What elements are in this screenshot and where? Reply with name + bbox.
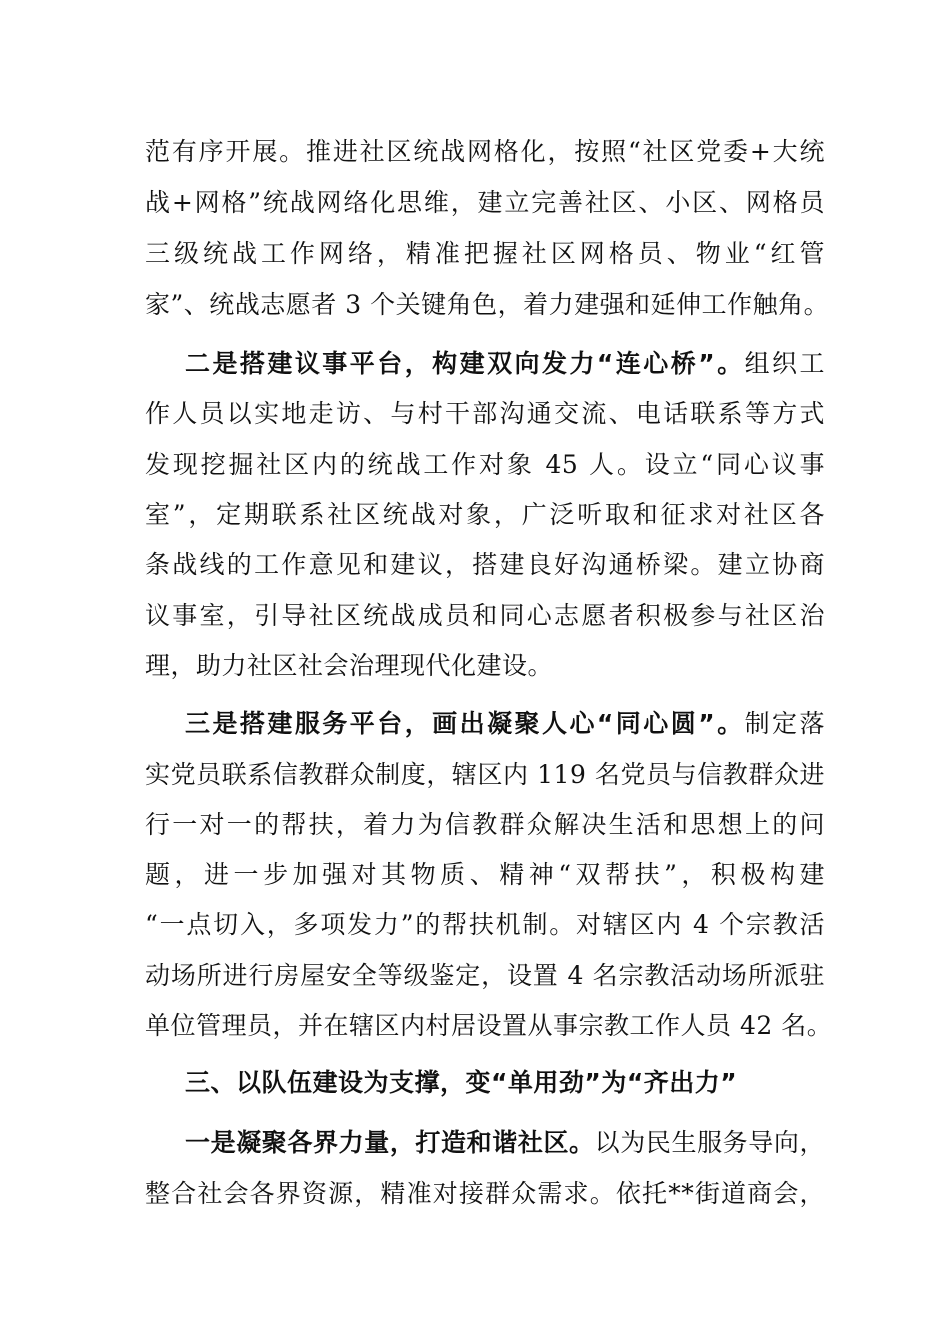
- paragraph-text: 以为民生服务导向，: [594, 1128, 825, 1157]
- paragraph-line: 发现挖掘社区内的统战工作对象 45 人。设立“同心议事: [145, 450, 825, 479]
- paragraph-line: 整合社会各界资源，精准对接群众需求。依托**街道商会，: [145, 1179, 825, 1208]
- paragraph-first-line: [185, 1127, 825, 1159]
- paragraph-text: 组织工: [744, 349, 825, 378]
- paragraph-line: 家”、统战志愿者 3 个关键角色，着力建强和延伸工作触角。: [145, 290, 830, 319]
- paragraph-line: 作人员以实地走访、与村干部沟通交流、电话联系等方式: [145, 399, 825, 428]
- paragraph-first-line: [185, 348, 825, 380]
- paragraph-line: 议事室，引导社区统战成员和同心志愿者积极参与社区治: [145, 601, 825, 630]
- paragraph-line: 动场所进行房屋安全等级鉴定，设置 4 名宗教活动场所派驻: [145, 961, 825, 990]
- paragraph-line: 题，进一步加强对其物质、精神“双帮扶”，积极构建: [145, 860, 825, 889]
- paragraph-lead-heading: 二是搭建议事平台，构建双向发力“连心桥”。: [185, 349, 745, 378]
- paragraph-line: 范有序开展。推进社区统战网格化，按照“社区党委+大统: [145, 137, 825, 166]
- paragraph-line: 单位管理员，并在辖区内村居设置从事宗教工作人员 42 名。: [145, 1011, 833, 1040]
- paragraph-first-line: [185, 708, 825, 740]
- paragraph-lead-heading: 一是凝聚各界力量，打造和谐社区。: [185, 1128, 595, 1157]
- paragraph-line: 理，助力社区社会治理现代化建设。: [145, 651, 554, 680]
- paragraph-lead-heading: 三是搭建服务平台，画出凝聚人心“同心圆”。: [185, 709, 745, 738]
- paragraph-line: 战+网格”统战网络化思维，建立完善社区、小区、网格员: [145, 188, 825, 217]
- paragraph-line: 室”，定期联系社区统战对象，广泛听取和征求对社区各: [145, 500, 825, 529]
- section-heading: 三、以队伍建设为支撑，变“单用劲”为“齐出力”: [185, 1068, 738, 1097]
- paragraph-line: 行一对一的帮扶，着力为信教群众解决生活和思想上的问: [145, 810, 825, 839]
- paragraph-line: 三级统战工作网络，精准把握社区网格员、物业“红管: [145, 239, 825, 268]
- paragraph-line: 条战线的工作意见和建议，搭建良好沟通桥梁。建立协商: [145, 550, 825, 579]
- paragraph-line: “一点切入，多项发力”的帮扶机制。对辖区内 4 个宗教活: [145, 910, 825, 939]
- paragraph-text: 制定落: [744, 709, 825, 738]
- paragraph-line: 实党员联系信教群众制度，辖区内 119 名党员与信教群众进: [145, 760, 825, 789]
